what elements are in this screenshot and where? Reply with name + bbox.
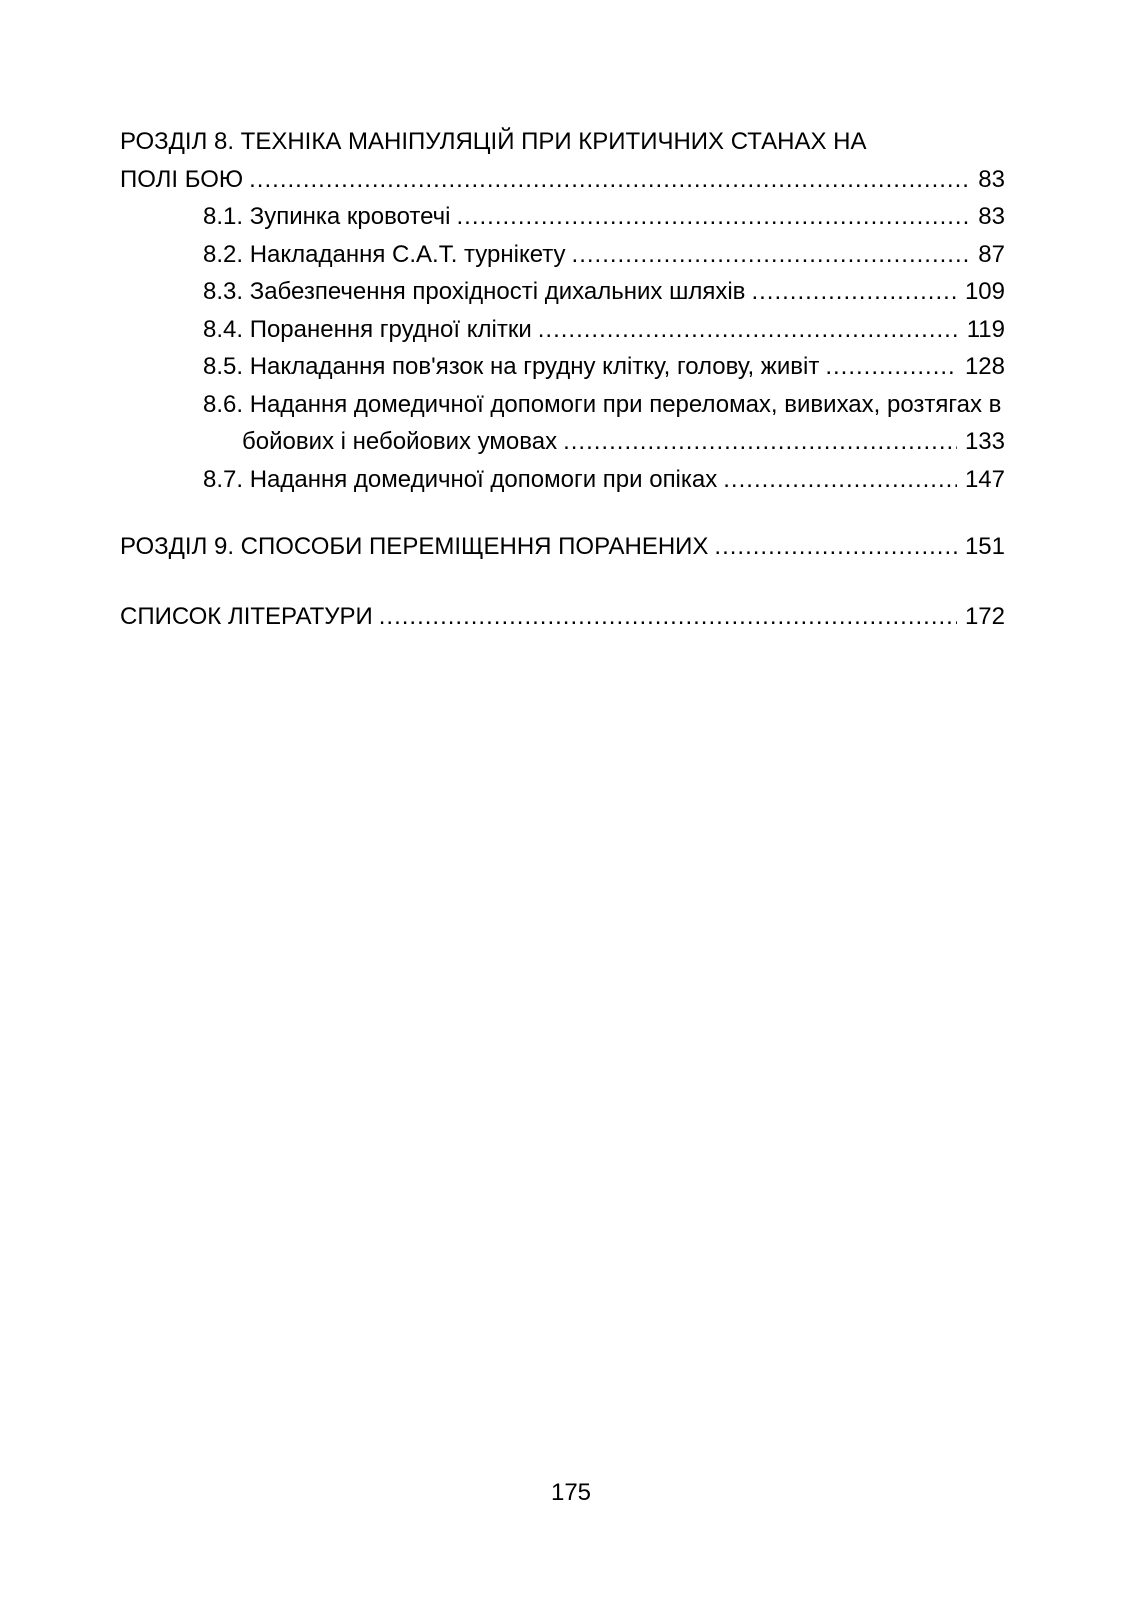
footer-page-number: 175 [550, 1479, 592, 1506]
toc-bibliography-title [120, 598, 1005, 636]
toc-section-8-3 [120, 273, 1005, 311]
dot-leader [745, 273, 957, 311]
toc-section-8-6-line-1 [120, 386, 1005, 424]
toc-entry-page-number: 128 [964, 353, 1005, 380]
dot-leader [819, 348, 957, 386]
toc-chapter-8-title-line-1 [120, 123, 1005, 161]
toc-entry-label: 8.5. Накладання пов'язок на грудну клітку, голову, живіт [203, 353, 820, 380]
toc-entry-page-number: 133 [964, 428, 1005, 455]
toc-entry-label: бойових і небойових умовах [242, 428, 558, 455]
toc-entry-label: РОЗДІЛ 8. ТЕХНІКА МАНІПУЛЯЦІЙ ПРИ КРИТИЧНИХ СТАНАХ НА [120, 128, 867, 155]
toc-entry-label: 8.6. Надання домедичної допомоги при переломах, вивихах, розтягах в [203, 390, 1002, 418]
toc-entry-page-number: 151 [964, 533, 1005, 560]
toc-entry-page-number: 87 [978, 240, 1005, 268]
toc-entry-page-number: 83 [978, 203, 1005, 230]
toc-section-8-6-line-2 [120, 423, 1005, 461]
toc-entry-page-number: 172 [964, 602, 1005, 630]
toc-section-8-2 [120, 236, 1005, 274]
table-of-contents [120, 123, 1005, 635]
toc-entry-label: 8.4. Поранення грудної клітки [203, 315, 532, 343]
toc-entry-label: 8.1. Зупинка кровотечі [203, 203, 451, 230]
toc-entry-page-number: 147 [964, 465, 1005, 493]
dot-leader [717, 461, 957, 499]
toc-entry-page-number: 119 [966, 315, 1005, 343]
toc-entry-label: СПИСОК ЛІТЕРАТУРИ [120, 602, 373, 630]
dot-leader [708, 528, 957, 566]
toc-chapter-8-title-line-2 [120, 161, 1005, 199]
dot-leader [566, 236, 971, 274]
dot-leader [557, 423, 957, 461]
dot-leader [243, 161, 970, 199]
toc-chapter-9-title [120, 528, 1005, 566]
toc-entry-label: 8.3. Забезпечення прохідності дихальних шляхів [203, 278, 746, 305]
toc-entry-page-number: 109 [964, 278, 1005, 305]
toc-entry-label: 8.2. Накладання С.А.Т. турнікету [203, 240, 566, 268]
dot-leader [451, 198, 971, 236]
toc-entry-label: ПОЛІ БОЮ [120, 165, 244, 193]
toc-entry-label: 8.7. Надання домедичної допомоги при опіках [203, 465, 718, 493]
toc-section-8-7 [120, 461, 1005, 499]
toc-section-8-1 [120, 198, 1005, 236]
toc-section-8-4 [120, 311, 1005, 349]
toc-section-8-5 [120, 348, 1005, 386]
toc-entry-page-number: 83 [978, 165, 1005, 193]
dot-leader [532, 311, 959, 349]
toc-entry-label: РОЗДІЛ 9. СПОСОБИ ПЕРЕМІЩЕННЯ ПОРАНЕНИХ [120, 533, 709, 560]
dot-leader [373, 598, 957, 636]
